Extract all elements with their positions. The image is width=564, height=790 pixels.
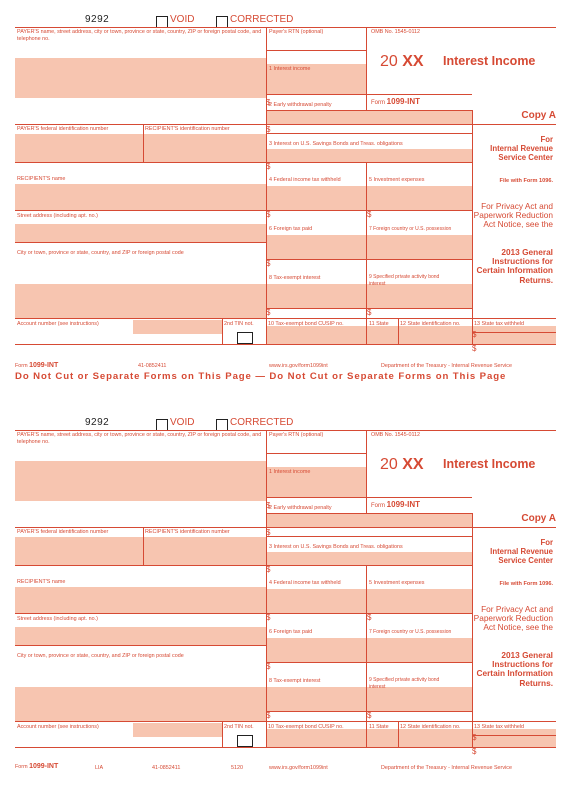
payer-rtn-label: Payer's RTN (optional) [269,432,324,438]
box1-label: 1 Interest income [269,66,311,72]
box6-7-field[interactable] [266,235,472,259]
box3-dollar: $ [266,565,271,574]
footer-url: www.irs.gov/form1099int [269,363,328,369]
year-xx: XX [402,456,424,473]
street-field[interactable] [15,627,266,645]
tin2-label: 2nd TIN not. [224,724,254,730]
city-label: City or town, province or state, country, and ZIP or foreign postal code [17,250,184,256]
box10-field[interactable] [266,729,366,747]
payer-label: PAYER'S name, street address, city or town, province or state, country, ZIP or foreign postal code, and telephone no. [17,29,262,42]
tin2-checkbox[interactable] [237,332,253,344]
city-field[interactable] [15,687,266,721]
payer-field[interactable] [15,58,266,98]
box13-dollar-2: $ [472,747,477,756]
footer-cat: 41-0852411 [152,765,181,771]
tax-year [380,456,424,474]
box8-dollar: $ [266,308,271,317]
box13-field[interactable] [472,729,556,747]
recipient-name-label: RECIPIENT'S name [17,579,66,585]
account-field[interactable] [133,723,222,737]
footer-cat: 41-0852411 [138,363,167,369]
box2-label: 2 Early withdrawal penalty [269,505,332,511]
box5-label: 5 Investment expenses [369,177,425,183]
footer-form-prefix: Form [15,764,28,770]
for-irs-label: For Internal Revenue Service Center [490,135,553,162]
box13-dollar-1: $ [472,330,477,339]
box8-label: 8 Tax-exempt interest [269,275,321,281]
box6-label: 6 Foreign tax paid [269,629,313,635]
payer-fed-id-field[interactable] [15,537,266,565]
recipient-name-field[interactable] [15,587,266,613]
box9-dollar: $ [367,308,372,317]
box11-label: 11 State [369,321,389,327]
footer-dept: Department of the Treasury - Internal Revenue Service [381,363,512,369]
file-with-label: File with Form 1096. [499,581,553,587]
omb-label: OMB No. 1545-0112 [371,29,421,35]
file-with-label: File with Form 1096. [499,178,553,184]
box8-dollar: $ [266,711,271,720]
form-1099-int-copy-a-top [15,14,556,384]
omb-label: OMB No. 1545-0112 [371,432,421,438]
tax-year [380,53,424,71]
footer-form-name: 1099-INT [29,763,59,770]
corrected-label: CORRECTED [230,417,294,428]
box8-label: 8 Tax-exempt interest [269,678,321,684]
footer-form [15,763,58,770]
footer-url: www.irs.gov/form1099int [269,765,328,771]
box13-label: 13 State tax withheld [474,724,525,730]
box7-label: 7 Foreign country or U.S. possession [369,629,452,635]
box13-label: 13 State tax withheld [474,321,525,327]
street-field[interactable] [15,224,266,242]
box4-5-field[interactable] [266,186,472,210]
privacy-label: For Privacy Act and Paperwork Reduction Act Notice, see the [473,201,553,230]
box2-label: 2 Early withdrawal penalty [269,102,332,108]
box8-9-field[interactable] [266,284,472,308]
instructions-label: 2013 General Instructions for Certain Information Returns. [476,247,553,285]
box4-dollar: $ [266,613,271,622]
year-20: 20 [380,456,398,473]
box11-label: 11 State [369,724,389,730]
box3-field[interactable] [266,552,472,565]
privacy-label: For Privacy Act and Paperwork Reduction Act Notice, see the [473,604,553,633]
box6-label: 6 Foreign tax paid [269,226,313,232]
form-prefix: Form [371,503,385,509]
street-label: Street address (including apt. no.) [17,616,98,622]
form-name-label [371,99,420,107]
box3-field[interactable] [266,149,472,162]
payer-label: PAYER'S name, street address, city or town, province or state, country, ZIP or foreign postal code, and telephone no. [17,432,262,445]
payer-field[interactable] [15,461,266,501]
city-label: City or town, province or state, country, and ZIP or foreign postal code [17,653,184,659]
box9-dollar: $ [367,711,372,720]
void-label: VOID [170,14,195,25]
form-1099-int-copy-a-bottom [15,417,556,787]
do-not-cut-line: Do Not Cut or Separate Forms on This Page — Do Not Cut or Separate Forms on This Page [15,371,507,382]
year-xx: XX [402,53,424,70]
box3-label: 3 Interest on U.S. Savings Bonds and Treas. obligations [269,544,403,550]
box2-dollar: $ [266,125,271,134]
box4-label: 4 Federal income tax withheld [269,580,341,586]
box5-dollar: $ [367,613,372,622]
payer-fed-id-label: PAYER'S federal identification number [17,529,109,535]
box12-label: 12 State identification no. [400,321,461,327]
recipient-id-label: RECIPIENT'S identification number [145,126,230,132]
box10-label: 10 Tax-exempt bond CUSIP no. [268,321,344,327]
box5-label: 5 Investment expenses [369,580,425,586]
box1-dollar: $ [266,501,271,510]
box11-12-field[interactable] [366,729,472,747]
tin2-checkbox[interactable] [237,735,253,747]
box13-field[interactable] [472,326,556,344]
payer-rtn-label: Payer's RTN (optional) [269,29,324,35]
account-field[interactable] [133,320,222,334]
city-field[interactable] [15,284,266,318]
box6-7-field[interactable] [266,638,472,662]
box5-dollar: $ [367,210,372,219]
box2-field[interactable] [266,513,472,527]
footer-dept: Department of the Treasury - Internal Revenue Service [381,765,512,771]
box3-label: 3 Interest on U.S. Savings Bonds and Treas. obligations [269,141,403,147]
form-title: Interest Income [443,457,536,471]
box13-dollar-1: $ [472,733,477,742]
year-20: 20 [380,53,398,70]
footer-form-name: 1099-INT [29,362,59,369]
box6-dollar: $ [266,662,271,671]
box12-label: 12 State identification no. [400,724,461,730]
box10-label: 10 Tax-exempt bond CUSIP no. [268,724,344,730]
box4-5-field[interactable] [266,589,472,613]
footer-lia: LIA [95,765,104,771]
box13-dollar-2: $ [472,344,477,353]
box9-label: 9 Specified private activity bond interest [369,274,440,287]
box2-field[interactable] [266,110,472,124]
for-irs-label: For Internal Revenue Service Center [490,538,553,565]
void-label: VOID [170,417,195,428]
payer-fed-id-field[interactable] [15,134,266,162]
box8-9-field[interactable] [266,687,472,711]
tin2-label: 2nd TIN not. [224,321,254,327]
recipient-id-label: RECIPIENT'S identification number [145,529,230,535]
form-name: 1099-INT [386,97,421,106]
box1-label: 1 Interest income [269,469,311,475]
box6-dollar: $ [266,259,271,268]
box9-label: 9 Specified private activity bond interest [369,677,440,690]
box10-field[interactable] [266,326,366,344]
form-name-label [371,502,420,510]
copy-a-label: Copy A [521,513,556,524]
form-title: Interest Income [443,54,536,68]
street-label: Street address (including apt. no.) [17,213,98,219]
copy-a-label: Copy A [521,110,556,121]
payer-fed-id-label: PAYER'S federal identification number [17,126,109,132]
footer-form [15,362,58,369]
account-label: Account number (see instructions) [17,724,99,730]
footer-form-prefix: Form [15,363,28,369]
account-label: Account number (see instructions) [17,321,99,327]
recipient-name-field[interactable] [15,184,266,210]
form-name: 1099-INT [386,500,421,509]
form-prefix: Form [371,100,385,106]
instructions-label: 2013 General Instructions for Certain Information Returns. [476,650,553,688]
box4-dollar: $ [266,210,271,219]
box4-label: 4 Federal income tax withheld [269,177,341,183]
box2-dollar: $ [266,528,271,537]
box3-dollar: $ [266,162,271,171]
form-number: 9292 [85,14,110,25]
footer-code: 5120 [231,765,243,771]
corrected-label: CORRECTED [230,14,294,25]
form-number: 9292 [85,417,110,428]
recipient-name-label: RECIPIENT'S name [17,176,66,182]
box7-label: 7 Foreign country or U.S. possession [369,226,452,232]
box1-dollar: $ [266,98,271,107]
